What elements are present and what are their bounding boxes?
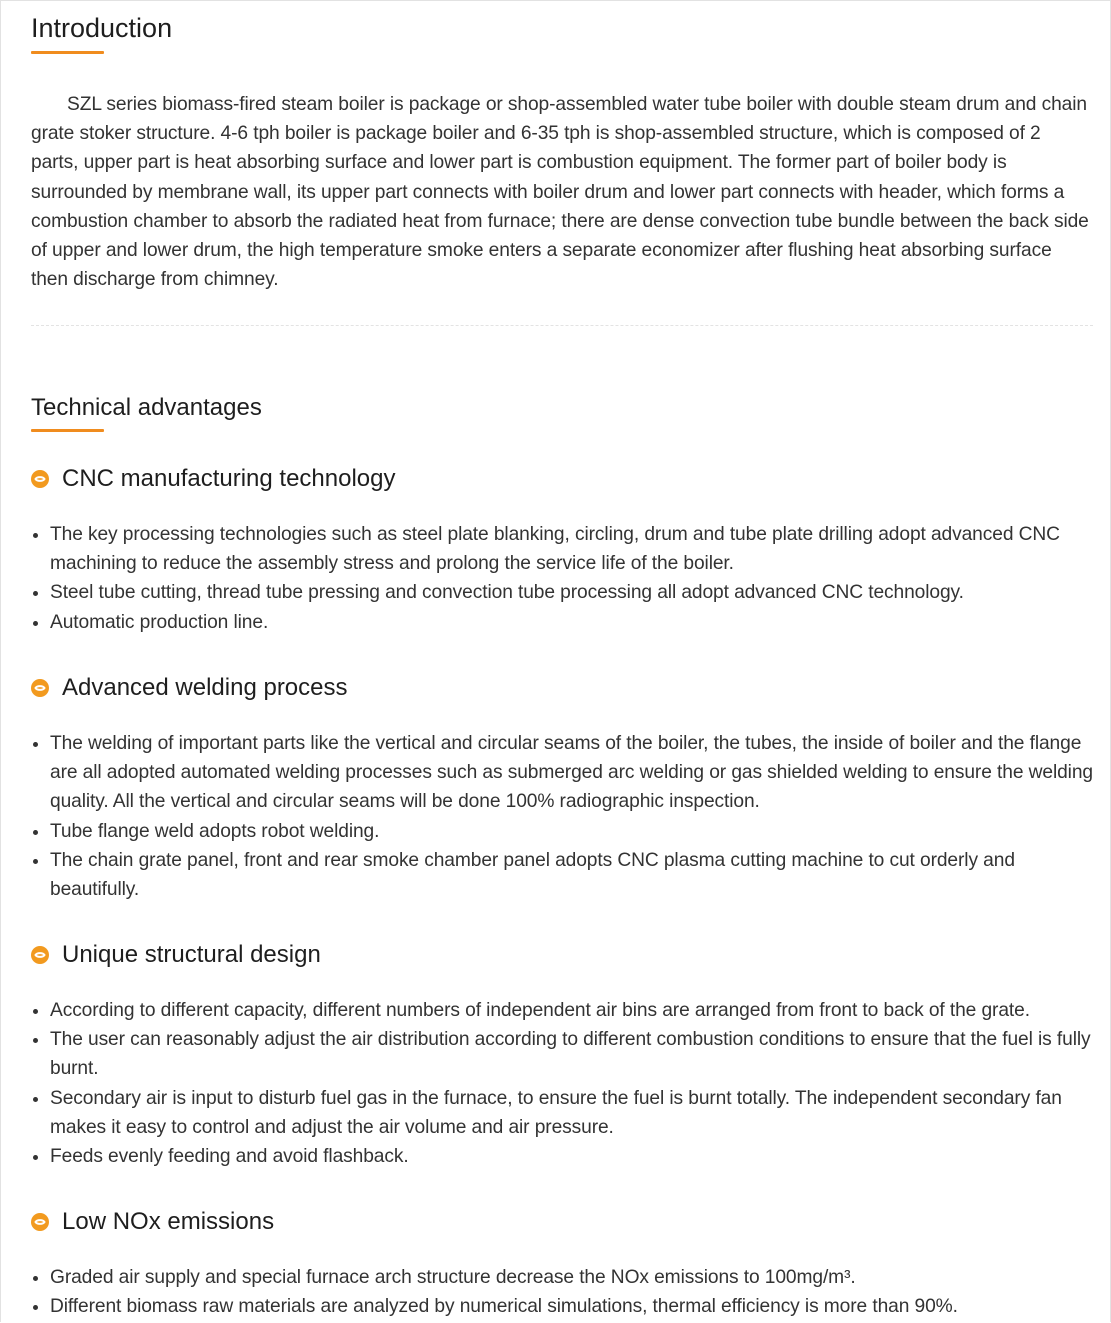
feature-bullet-list bbox=[31, 520, 1093, 637]
feature-bullet-list bbox=[31, 996, 1093, 1171]
feature-heading bbox=[31, 1207, 1093, 1237]
advantages-heading bbox=[31, 394, 262, 432]
feature-low-nox-emissions bbox=[31, 1207, 1093, 1321]
feature-title: Advanced welding process bbox=[62, 674, 348, 701]
list-item: The key processing technologies such as steel plate blanking, circling, drum and tube plate drilling adopt advanced CNC machining to reduce the assembly stress and prolong the service life of the boiler. bbox=[31, 520, 1093, 578]
feature-structural-design bbox=[31, 940, 1093, 1171]
list-item: Tube flange weld adopts robot welding. bbox=[31, 817, 1093, 846]
list-item: The chain grate panel, front and rear smoke chamber panel adopts CNC plasma cutting machine to cut orderly and beautifully. bbox=[31, 846, 1093, 904]
feature-welding-process bbox=[31, 673, 1093, 904]
list-item: Automatic production line. bbox=[31, 608, 1093, 637]
introduction-heading bbox=[31, 12, 172, 54]
advantages-title-underline bbox=[31, 429, 104, 432]
feature-title: Unique structural design bbox=[62, 941, 321, 968]
list-item: The user can reasonably adjust the air distribution according to different combustion conditions to ensure that the fuel is fully burnt. bbox=[31, 1025, 1093, 1083]
feature-title: Low NOx emissions bbox=[62, 1208, 275, 1235]
list-item: Graded air supply and special furnace arch structure decrease the NOx emissions to 100mg/m³. bbox=[31, 1263, 1093, 1292]
list-item: Secondary air is input to disturb fuel gas in the furnace, to ensure the fuel is burnt totally. The independent secondary fan makes it easy to control and adjust the air volume and air pressure. bbox=[31, 1084, 1093, 1142]
section-divider bbox=[31, 325, 1093, 326]
introduction-title: Introduction bbox=[31, 13, 173, 43]
feature-bullet-list bbox=[31, 1263, 1093, 1321]
feature-title: CNC manufacturing technology bbox=[62, 465, 396, 492]
introduction-title-underline bbox=[31, 51, 104, 54]
list-item: Steel tube cutting, thread tube pressing and convection tube processing all adopt advanced CNC technology. bbox=[31, 578, 1093, 607]
feature-heading bbox=[31, 673, 1093, 703]
feature-bullet-list bbox=[31, 729, 1093, 904]
feature-heading bbox=[31, 940, 1093, 970]
bullet-circle-icon bbox=[31, 1213, 49, 1231]
list-item: Different biomass raw materials are analyzed by numerical simulations, thermal efficiency is more than 90%. bbox=[31, 1292, 1093, 1321]
bullet-circle-icon bbox=[31, 946, 49, 964]
bullet-circle-icon bbox=[31, 679, 49, 697]
feature-cnc-manufacturing bbox=[31, 464, 1093, 637]
advantages-title: Technical advantages bbox=[31, 394, 262, 421]
list-item: Feeds evenly feeding and avoid flashback. bbox=[31, 1142, 1093, 1171]
feature-heading bbox=[31, 464, 1093, 494]
list-item: The welding of important parts like the vertical and circular seams of the boiler, the tubes, the inside of boiler and the flange are all adopted automated welding processes such as submerged arc welding or gas shielded welding to ensure the welding quality. All the vertical and circular seams will be done 100% radiographic inspection. bbox=[31, 729, 1093, 817]
introduction-body: SZL series biomass-fired steam boiler is package or shop-assembled water tube boiler with double steam drum and chain grate stoker structure. 4-6 tph boiler is package boiler and 6-35 tph is shop-assembled structure, which is composed of 2 parts, upper part is heat absorbing surface and lower part is combustion equipment. The former part of boiler body is surrounded by membrane wall, its upper part connects with boiler drum and lower part connects with header, which forms a combustion chamber to absorb the radiated heat from furnace; there are dense convection tube bundle between the back side of upper and lower drum, the high temperature smoke enters a separate economizer after flushing heat absorbing surface then discharge from chimney. bbox=[31, 94, 1089, 291]
list-item: According to different capacity, different numbers of independent air bins are arranged from front to back of the grate. bbox=[31, 996, 1093, 1025]
bullet-circle-icon bbox=[31, 470, 49, 488]
